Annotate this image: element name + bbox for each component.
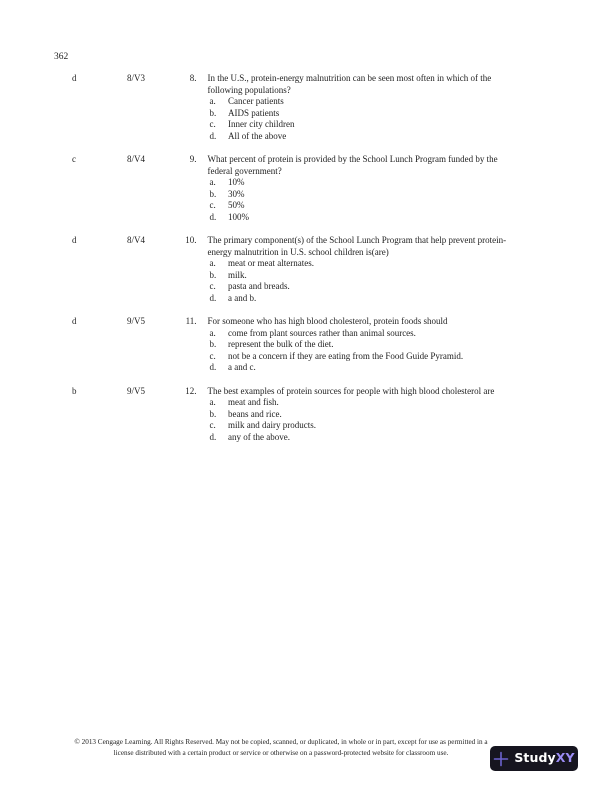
option: [210, 131, 523, 143]
option-text: beans and rice.: [228, 408, 282, 419]
option: [210, 270, 523, 282]
option-text: any of the above.: [228, 431, 290, 442]
option-letter: b.: [209, 188, 217, 199]
option: [210, 177, 523, 189]
question-text: The primary component(s) of the School Lunch Program that help prevent protein-energy malnutrition in U.S. school children is(are): [207, 235, 507, 257]
copyright-line-2: license distributed with a certain product or service or otherwise on a password-protected website for classroom use.: [113, 749, 449, 757]
logo-wordmark: [514, 752, 574, 765]
option-text: All of the above: [228, 130, 287, 141]
option-list: [210, 258, 523, 304]
option: [210, 212, 523, 224]
chapter-ref: 9/V5: [127, 385, 145, 396]
option-letter: a.: [209, 258, 216, 268]
option-letter: b.: [209, 408, 217, 419]
logo-text-accent: XY: [555, 750, 575, 766]
copyright-line-1: © 2013 Cengage Learning. All Rights Reserved. May not be copied, scanned, or duplicated, in whole or in part, except for use as permitted in a: [74, 738, 488, 746]
question-body: [208, 386, 523, 444]
plus-icon: [493, 751, 509, 767]
option-letter: c.: [209, 200, 216, 210]
page-number: 362: [54, 52, 69, 62]
option: [210, 258, 523, 270]
question-text: The best examples of protein sources for people with high blood cholesterol are: [207, 385, 495, 396]
question-list: [0, 73, 612, 455]
studyxy-logo[interactable]: [490, 746, 578, 771]
option: [210, 339, 523, 351]
answer-key: d: [72, 73, 77, 83]
option-letter: b.: [209, 269, 217, 280]
option-text: milk and dairy products.: [228, 420, 316, 430]
chapter-ref: 8/V4: [127, 154, 145, 164]
option-text: a and b.: [228, 292, 257, 303]
option-letter: d.: [209, 130, 217, 141]
option-list: [210, 397, 523, 443]
option-text: 50%: [228, 200, 245, 210]
option: [210, 281, 523, 293]
option-text: a and c.: [228, 362, 256, 372]
option-text: 100%: [228, 211, 249, 222]
option-text: AIDS patients: [228, 107, 280, 118]
option: [210, 96, 523, 108]
option-letter: a.: [209, 96, 216, 106]
option-text: 30%: [228, 188, 245, 199]
question-number: 9.: [189, 154, 197, 164]
option-letter: d.: [209, 431, 217, 442]
option: [210, 397, 523, 409]
option: [210, 362, 523, 374]
question-row: [0, 235, 612, 304]
option-letter: a.: [209, 327, 216, 338]
option-letter: b.: [209, 107, 217, 118]
chapter-ref: 8/V4: [127, 235, 145, 245]
option: [210, 420, 523, 432]
option-letter: d.: [209, 362, 217, 372]
question-row: [0, 386, 612, 444]
option-text: meat and fish.: [228, 397, 279, 407]
option-letter: b.: [209, 339, 217, 349]
chapter-ref: 8/V3: [127, 73, 145, 83]
question-text: For someone who has high blood cholesterol, protein foods should: [207, 316, 448, 326]
option-list: [210, 96, 523, 142]
option-letter: d.: [209, 292, 217, 303]
option-text: 10%: [228, 177, 245, 187]
question-row: [0, 154, 612, 223]
option: [210, 119, 523, 131]
chapter-ref: 9/V5: [127, 316, 145, 326]
option-letter: c.: [209, 119, 216, 129]
option: [210, 189, 523, 201]
question-text: In the U.S., protein-energy malnutrition can be seen most often in which of the following populations?: [207, 73, 492, 95]
question-row: [0, 73, 612, 142]
option-letter: c.: [209, 420, 216, 430]
answer-key: c: [72, 154, 76, 164]
question-body: [208, 316, 523, 374]
option: [210, 351, 523, 363]
option-letter: c.: [209, 281, 216, 291]
question-number: 8.: [189, 73, 197, 83]
logo-text-primary: Study: [514, 750, 556, 766]
answer-key: b: [72, 385, 77, 396]
question-body: [208, 154, 523, 223]
option-list: [210, 328, 523, 374]
option: [210, 432, 523, 444]
option-text: Inner city children: [228, 119, 295, 129]
question-number: 12.: [185, 385, 197, 396]
copyright-footer: [56, 737, 506, 759]
question-body: [208, 235, 523, 304]
answer-key: d: [72, 235, 77, 245]
question-number: 11.: [185, 316, 197, 326]
option-text: pasta and breads.: [228, 281, 290, 291]
option-text: represent the bulk of the diet.: [228, 339, 334, 349]
option-letter: c.: [209, 350, 216, 361]
option-list: [210, 177, 523, 223]
question-number: 10.: [185, 235, 197, 245]
question-row: [0, 316, 612, 374]
option-letter: a.: [209, 177, 216, 187]
option-letter: a.: [209, 397, 216, 407]
option: [210, 328, 523, 340]
option-letter: d.: [209, 211, 217, 222]
option: [210, 200, 523, 212]
option: [210, 108, 523, 120]
question-body: [208, 73, 523, 142]
option-text: Cancer patients: [228, 96, 284, 106]
option-text: not be a concern if they are eating from the Food Guide Pyramid.: [228, 350, 464, 361]
question-text: What percent of protein is provided by the School Lunch Program funded by the federal government?: [207, 154, 498, 176]
answer-key: d: [72, 316, 77, 326]
option-text: come from plant sources rather than animal sources.: [228, 327, 416, 338]
option: [210, 409, 523, 421]
option-text: meat or meat alternates.: [228, 258, 314, 268]
option: [210, 293, 523, 305]
option-text: milk.: [228, 269, 247, 280]
